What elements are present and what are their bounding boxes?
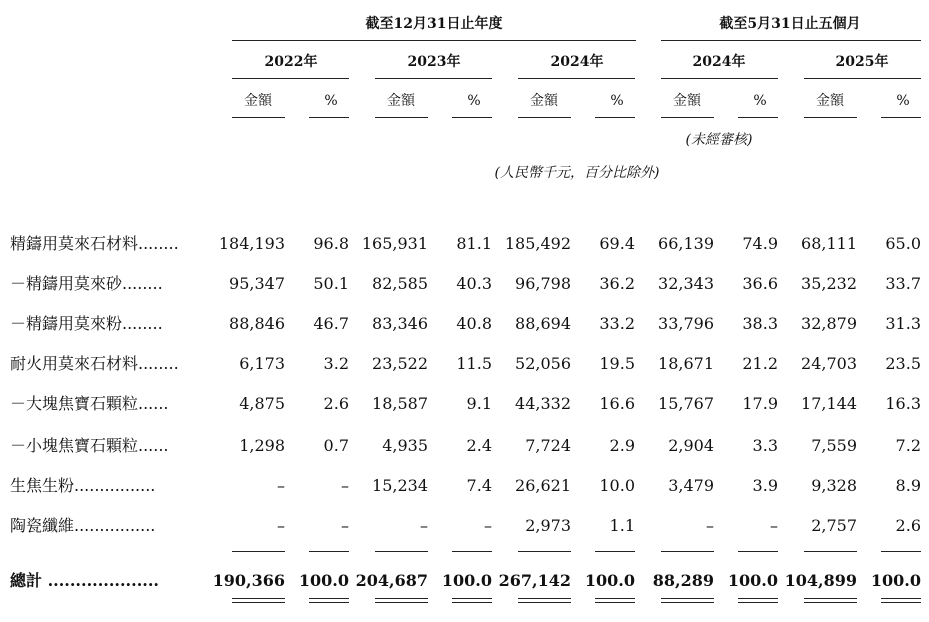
total-double-rule [738,602,778,603]
table-cell: 3,479 [668,476,714,495]
table-cell: 7,559 [811,436,857,455]
total-double-rule [738,598,778,599]
table-cell: 33.2 [599,314,635,333]
table-cell: 2,757 [811,516,857,535]
total-double-rule [661,602,714,603]
table-cell: 18,671 [658,354,714,373]
table-cell: 2.9 [609,436,635,455]
total-double-rule [232,598,285,599]
table-cell: 7.2 [895,436,921,455]
table-cell: 15,234 [372,476,428,495]
total-double-rule [232,602,285,603]
table-cell: 88,846 [229,314,285,333]
table-cell: – [277,476,285,495]
year-header-2023: 2023年 [407,54,461,70]
total-cell: 267,142 [498,571,571,590]
col-rule [881,117,921,118]
unit-note: (人民幣千元，百分比除外) [494,165,660,181]
table-cell: 7,724 [525,436,571,455]
year-rule-2024-5m [661,78,778,79]
table-cell: – [341,476,349,495]
total-double-rule [804,602,857,603]
table-cell: 3.2 [323,354,349,373]
col-rule [661,117,714,118]
table-cell: 185,492 [504,234,571,253]
total-cell: 100.0 [584,571,635,590]
table-cell: – [420,516,428,535]
table-cell: 33,796 [658,314,714,333]
table-cell: 8.9 [895,476,921,495]
subtotal-rule [518,551,571,552]
col-amount-2025-5m: 金額 [816,93,844,109]
table-cell: 36.2 [599,274,635,293]
total-double-rule [881,602,921,603]
row-label: －大塊焦寶石顆粒...... [10,394,169,413]
table-cell: 17,144 [801,394,857,413]
table-cell: 23.5 [885,354,921,373]
table-cell: 16.3 [885,394,921,413]
col-pct-2024-5m: % [753,93,767,109]
total-double-rule [518,602,571,603]
col-pct-2022: % [324,93,338,109]
col-pct-2023: % [467,93,481,109]
table-cell: 40.3 [456,274,492,293]
table-cell: 184,193 [218,234,285,253]
total-double-rule [375,598,428,599]
table-cell: 52,056 [515,354,571,373]
table-cell: 32,879 [801,314,857,333]
table-cell: 19.5 [599,354,635,373]
table-cell: 17.9 [742,394,778,413]
col-rule [309,117,349,118]
table-cell: 82,585 [372,274,428,293]
total-double-rule [661,598,714,599]
year-rule-2023 [375,78,492,79]
table-cell: 18,587 [372,394,428,413]
table-cell: 88,694 [515,314,571,333]
year-rule-2025-5m [804,78,921,79]
year-rule-2024 [518,78,635,79]
total-double-rule [518,598,571,599]
table-cell: 11.5 [456,354,492,373]
table-cell: – [341,516,349,535]
table-cell: 50.1 [313,274,349,293]
col-rule [518,117,571,118]
table-cell: 7.4 [466,476,492,495]
row-label: 耐火用莫來石材料........ [10,354,179,373]
total-double-rule [804,598,857,599]
table-cell: 66,139 [658,234,714,253]
total-cell: 88,289 [652,571,714,590]
row-label: 陶瓷纖維................ [10,516,156,535]
table-cell: 9.1 [466,394,492,413]
subtotal-rule [309,551,349,552]
total-double-rule [309,602,349,603]
total-double-rule [595,602,635,603]
year-header-2024: 2024年 [550,54,604,70]
table-cell: – [770,516,778,535]
table-cell: 15,767 [658,394,714,413]
total-label: 總計 .................... [10,571,159,590]
total-double-rule [595,598,635,599]
table-cell: 165,931 [361,234,428,253]
table-cell: 83,346 [372,314,428,333]
table-cell: 81.1 [456,234,492,253]
table-cell: 74.9 [742,234,778,253]
table-cell: 44,332 [515,394,571,413]
table-cell: 69.4 [599,234,635,253]
table-cell: 38.3 [742,314,778,333]
group-header-five-months: 截至5月31日止五個月 [719,16,861,32]
table-cell: 9,328 [811,476,857,495]
unaudited-note: (未經審核) [685,132,753,148]
table-cell: – [484,516,492,535]
group-header-fiscal-year: 截至12月31日止年度 [365,16,503,32]
total-double-rule [452,602,492,603]
year-header-2025-5m: 2025年 [835,54,889,70]
total-cell: 100.0 [298,571,349,590]
table-cell: 96.8 [313,234,349,253]
total-double-rule [375,602,428,603]
total-cell: 100.0 [441,571,492,590]
col-amount-2023: 金額 [387,93,415,109]
col-amount-2022: 金額 [244,93,272,109]
table-cell: 96,798 [515,274,571,293]
group-rule-5m [661,40,921,41]
table-cell: 21.2 [742,354,778,373]
row-label: －精鑄用莫來砂........ [10,274,163,293]
table-cell: 2,904 [668,436,714,455]
table-cell: 36.6 [742,274,778,293]
col-rule [232,117,285,118]
total-double-rule [881,598,921,599]
row-label: －小塊焦寶石顆粒...... [10,436,169,455]
subtotal-rule [738,551,778,552]
table-cell: 4,935 [382,436,428,455]
table-cell: 31.3 [885,314,921,333]
year-rule-2022 [232,78,349,79]
col-rule [804,117,857,118]
subtotal-rule [881,551,921,552]
col-rule [595,117,635,118]
table-cell: 16.6 [599,394,635,413]
table-cell: 3.3 [752,436,778,455]
total-cell: 204,687 [355,571,428,590]
row-label: 精鑄用莫來石材料........ [10,234,179,253]
table-cell: – [706,516,714,535]
total-cell: 190,366 [212,571,285,590]
table-cell: 6,173 [239,354,285,373]
table-cell: 1,298 [239,436,285,455]
table-cell: 32,343 [658,274,714,293]
total-cell: 100.0 [727,571,778,590]
table-cell: 2.6 [895,516,921,535]
subtotal-rule [232,551,285,552]
table-cell: 1.1 [609,516,635,535]
group-rule-fy [232,40,636,41]
table-cell: 2,973 [525,516,571,535]
table-cell: 3.9 [752,476,778,495]
total-cell: 100.0 [870,571,921,590]
table-cell: 2.6 [323,394,349,413]
col-pct-2025-5m: % [896,93,910,109]
table-cell: 46.7 [313,314,349,333]
row-label: 生焦生粉................ [10,476,156,495]
table-cell: 10.0 [599,476,635,495]
table-cell: 4,875 [239,394,285,413]
year-header-2024-5m: 2024年 [692,54,746,70]
table-cell: – [277,516,285,535]
subtotal-rule [595,551,635,552]
table-cell: 23,522 [372,354,428,373]
col-rule [452,117,492,118]
table-cell: 35,232 [801,274,857,293]
table-cell: 40.8 [456,314,492,333]
subtotal-rule [375,551,428,552]
subtotal-rule [452,551,492,552]
col-rule [738,117,778,118]
total-double-rule [452,598,492,599]
total-double-rule [309,598,349,599]
col-amount-2024-5m: 金額 [673,93,701,109]
year-header-2022: 2022年 [264,54,318,70]
table-cell: 65.0 [885,234,921,253]
col-amount-2024: 金額 [530,93,558,109]
table-cell: 24,703 [801,354,857,373]
col-pct-2024: % [610,93,624,109]
table-cell: 33.7 [885,274,921,293]
table-cell: 68,111 [801,234,857,253]
table-cell: 0.7 [323,436,349,455]
col-rule [375,117,428,118]
subtotal-rule [661,551,714,552]
total-cell: 104,899 [784,571,857,590]
table-cell: 26,621 [515,476,571,495]
table-cell: 95,347 [229,274,285,293]
table-cell: 2.4 [466,436,492,455]
subtotal-rule [804,551,857,552]
row-label: －精鑄用莫來粉........ [10,314,163,333]
